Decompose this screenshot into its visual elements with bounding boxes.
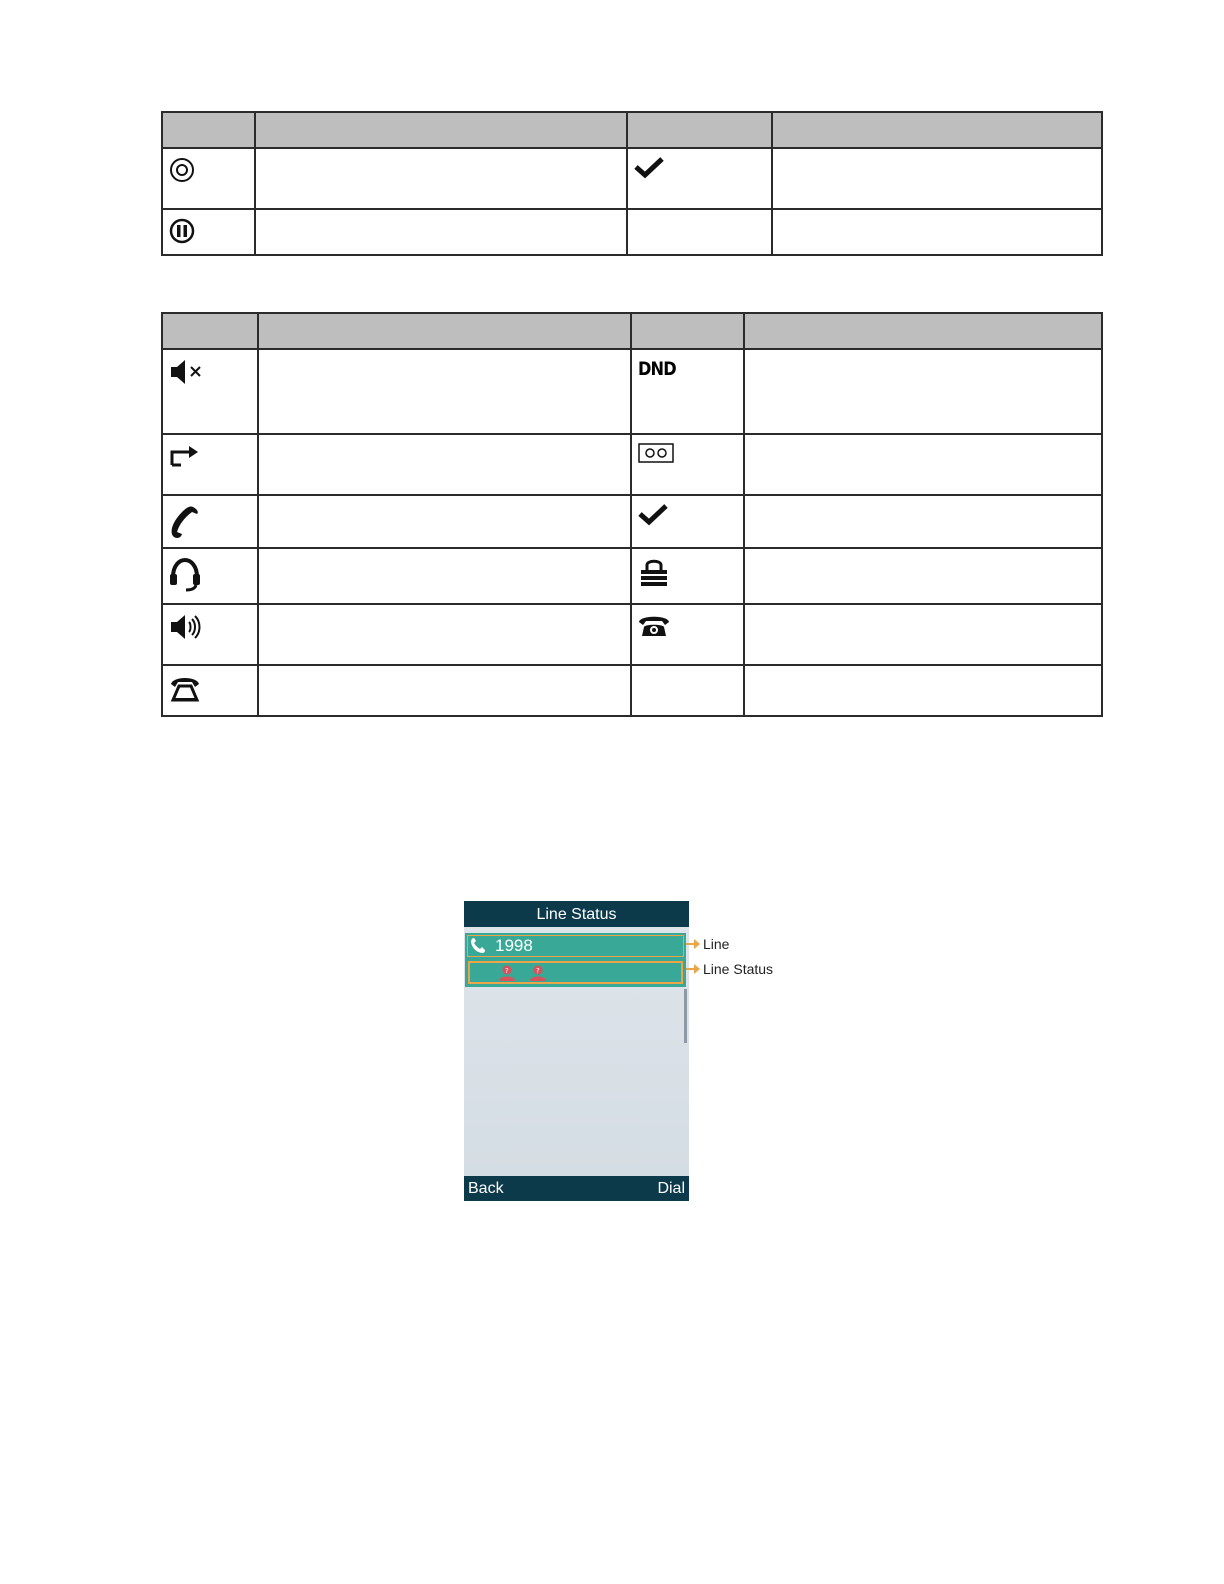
table-row [162,148,1102,209]
handset-icon [169,504,201,540]
table-header-row [162,112,1102,148]
checkmark-icon [634,157,666,181]
desk-phone-icon [638,613,672,639]
ring-target-icon [169,157,197,185]
callout-arrow-line [686,937,702,951]
hang-up-phone-icon [169,674,203,704]
callout-line-status-label: Line Status [703,961,774,977]
table-row [162,665,1102,716]
icon-table-2 [161,312,1103,717]
headset-icon [169,557,203,593]
table-row [162,434,1102,495]
speaker-mute-icon [169,358,207,386]
lock-icon [638,557,670,589]
callout-line-label: Line [703,936,730,952]
table-row [162,604,1102,665]
phone-screen [464,901,689,1201]
phone-handset-icon [470,937,486,954]
table-header-row [162,313,1102,349]
pause-circle-icon [169,218,197,246]
forward-arrow-icon [169,443,201,469]
checkmark-icon [638,504,670,528]
scrollbar[interactable] [684,989,687,1043]
callout-arrow-line-status [686,962,702,976]
contact-status-icon [497,964,517,982]
icon-table-1 [161,111,1103,256]
table-row [162,495,1102,548]
dial-softkey[interactable]: Dial [657,1180,685,1197]
line-row[interactable] [465,933,686,959]
phone-title: Line Status [536,906,617,923]
dnd-text-icon: DND [638,358,676,380]
line-number: 1998 [495,936,533,955]
voicemail-icon [638,443,676,465]
back-softkey[interactable]: Back [468,1180,504,1197]
line-status-row[interactable] [465,959,686,987]
table-row [162,349,1102,434]
phone-title-bar [464,901,689,927]
table-row [162,209,1102,255]
svg-text:?: ? [505,967,509,975]
contact-status-icon [528,964,548,982]
table-row [162,548,1102,604]
phone-softkey-bar [464,1176,689,1201]
speaker-on-icon [169,613,205,641]
svg-text:?: ? [536,967,540,975]
